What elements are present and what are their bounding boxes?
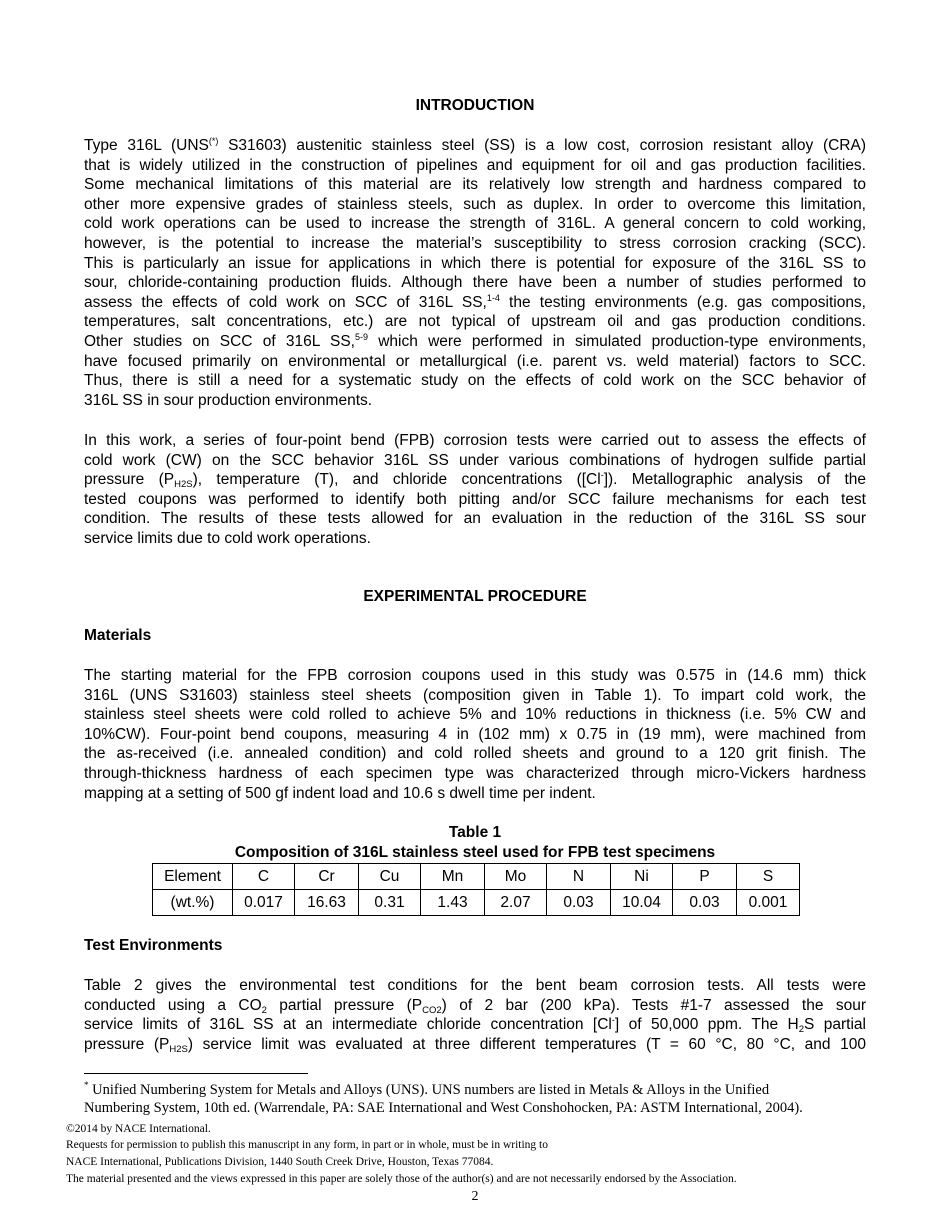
text-line: temperatures, salt concentrations, etc.) are not typical of upstream oil and gas production conditions.: [84, 313, 866, 331]
text-line: condition. The results of these tests allowed for an evaluation in the reduction of the 316L SS sour: [84, 510, 866, 528]
text-line: mapping at a setting of 500 gf indent load and 10.6 s dwell time per indent.: [84, 784, 596, 802]
page-number: 2: [471, 1189, 479, 1204]
text-line: pressure $(P_{H2S})$ service limit was evaluated at three different temperatures (T = 60 °C, 80 °C, and 100: [84, 1035, 866, 1055]
footnote-line: Numbering System, 10th ed. (Warrendale, PA: SAE International and West Conshohocken, PA: ASTM International, 2004).: [84, 1100, 803, 1116]
table-cell: Cr: [295, 864, 359, 890]
table-cell: S: [737, 864, 800, 890]
table-cell: (wt.%): [153, 890, 233, 916]
text-line: cold work operations can be used to increase the strength of 316L. A general concern to cold working,: [84, 215, 866, 233]
text-line: pressure $(P_{H2S})$, temperature (T), and chloride concentrations ([Cl-]). Metallographic analysis of the: [84, 470, 866, 491]
table-cell: 16.63: [295, 890, 359, 916]
permission-notice: Requests for permission to publish this manuscript in any form, in part or in whole, must be in writing to: [66, 1139, 548, 1151]
table-cell: 10.04: [611, 890, 673, 916]
disclaimer: The material presented and the views expressed in this paper are solely those of the author(s) and are not necessarily endorsed by the Association.: [66, 1173, 737, 1185]
text-line: sour, chloride-containing production fluids. Although there have been a number of studies performed to: [84, 274, 866, 292]
text-line: Thus, there is still a need for a systematic study on the effects of cold work on the SCC behavior of: [84, 372, 866, 390]
introduction-paragraph-2: [84, 431, 866, 549]
citation-ref: 5-9: [354, 331, 368, 342]
footnote-divider: [84, 1073, 308, 1074]
text-line: conducted using a $CO_2$ partial pressure $(P_{CO2})$ of 2 bar (200 kPa). Tests #1-7 assessed the sour: [84, 996, 866, 1016]
table-cell: Mo: [485, 864, 547, 890]
footnote-marker: (*): [208, 136, 219, 146]
test-environments-heading: Test Environments: [84, 937, 223, 954]
text-line: service limits due to cold work operations.: [84, 529, 371, 547]
text-line: Other studies on SCC of 316L SS,$^{5-9}$ which were performed in simulated production-type environments,: [84, 331, 867, 350]
table-cell: Element: [153, 864, 233, 890]
text-line: tested coupons was performed to identify both pitting and/or SCC failure mechanisms for each test: [84, 490, 866, 508]
table-header-row: [153, 864, 800, 890]
text-line: stainless steel sheets were cold rolled to achieve 5% and 10% reductions in thickness (i.e. 5% CW and: [84, 706, 866, 724]
materials-heading: Materials: [84, 627, 152, 644]
composition-table: [152, 863, 800, 916]
text-line: cold work (CW) on the SCC behavior 316L SS under various combinations of hydrogen sulfide partial: [84, 451, 866, 469]
table-cell: Ni: [611, 864, 673, 890]
text-line: Some mechanical limitations of this material are its relatively low strength and hardness compared to: [84, 176, 866, 194]
table-cell: Mn: [421, 864, 485, 890]
text-line: have focused primarily on environmental or metallurgical (i.e. parent vs. weld material) factors to SCC.: [84, 352, 866, 370]
table-1-caption: [84, 823, 866, 862]
table-cell: Cu: [359, 864, 421, 890]
text-line: the as-received (i.e. annealed condition) and cold rolled sheets and ground to a 120 grit finish. The: [84, 745, 866, 763]
footnote: [84, 1081, 866, 1117]
experimental-procedure-heading: EXPERIMENTAL PROCEDURE: [363, 588, 587, 605]
footnote-mark: *: [84, 1080, 89, 1090]
introduction-heading: INTRODUCTION: [415, 97, 535, 114]
table-cell: P: [673, 864, 737, 890]
table-cell: C: [233, 864, 295, 890]
text-line: through-thickness hardness of each specimen type was characterized through micro-Vickers hardness: [84, 764, 866, 782]
table-1-label: Table 1: [448, 824, 502, 841]
text-line: The starting material for the FPB corrosion coupons used in this study was 0.575 in (14.6 mm) thick: [84, 667, 866, 684]
text-line: This is particularly an issue for applications in which there is potential for exposure of the 316L SS to: [84, 254, 866, 272]
table-cell: 0.03: [673, 890, 737, 916]
table-cell: N: [547, 864, 611, 890]
text-line: 316L (UNS S31603) stainless steel sheets (composition given in Table 1). To impart cold work, the: [84, 686, 866, 704]
text-line: assess the effects of cold work on SCC of 316L SS,$^{1-4}$ the testing environments (e.g. gas compositions,: [84, 292, 866, 311]
text-line: 316L SS in sour production environments.: [84, 391, 373, 409]
footnote-line: * Unified Numbering System for Metals and Alloys (UNS). UNS numbers are listed in Metals & Alloys in the Unified: [84, 1080, 770, 1098]
materials-paragraph: [84, 666, 866, 803]
table-cell: 0.03: [547, 890, 611, 916]
text-line: that is widely utilized in the construction of pipelines and equipment for oil and gas production facilities.: [84, 156, 866, 174]
table-row: [153, 890, 800, 916]
text-line: Table 2 gives the environmental test conditions for the bent beam corrosion tests. All tests were: [84, 977, 866, 994]
table-1-title: Composition of 316L stainless steel used for FPB test specimens: [234, 843, 716, 861]
text-line: 10%CW). Four-point bend coupons, measuring 4 in (102 mm) x 0.75 in (19 mm), were machined from: [84, 725, 866, 743]
table-cell: 0.017: [233, 890, 295, 916]
table-cell: 0.001: [737, 890, 800, 916]
text-line: however, is the potential to increase the material’s susceptibility to stress corrosion cracking (SCC).: [84, 234, 866, 252]
test-environments-paragraph: [84, 976, 866, 1054]
text-line: service limits of 316L SS at an intermediate chloride concentration [Cl-] of 50,000 ppm. The $H_2S$ partial: [84, 1015, 866, 1036]
copyright-notice: ©2014 by NACE International.: [66, 1123, 211, 1135]
table-cell: 2.07: [485, 890, 547, 916]
publisher-address: NACE International, Publications Division, 1440 South Creek Drive, Houston, Texas 77084.: [66, 1156, 494, 1168]
text-line: other more expensive grades of stainless steels, such as duplex. In order to overcome this limitation,: [84, 195, 866, 213]
citation-ref: 1-4: [486, 292, 500, 303]
table-cell: 0.31: [359, 890, 421, 916]
text-line: Type 316L (UNS(*) S31603) austenitic stainless steel (SS) is a low cost, corrosion resistant alloy (CRA): [84, 136, 867, 154]
text-line: In this work, a series of four-point bend (FPB) corrosion tests were carried out to assess the effects of: [84, 432, 866, 449]
introduction-paragraph-1: [84, 136, 866, 410]
table-cell: 1.43: [421, 890, 485, 916]
